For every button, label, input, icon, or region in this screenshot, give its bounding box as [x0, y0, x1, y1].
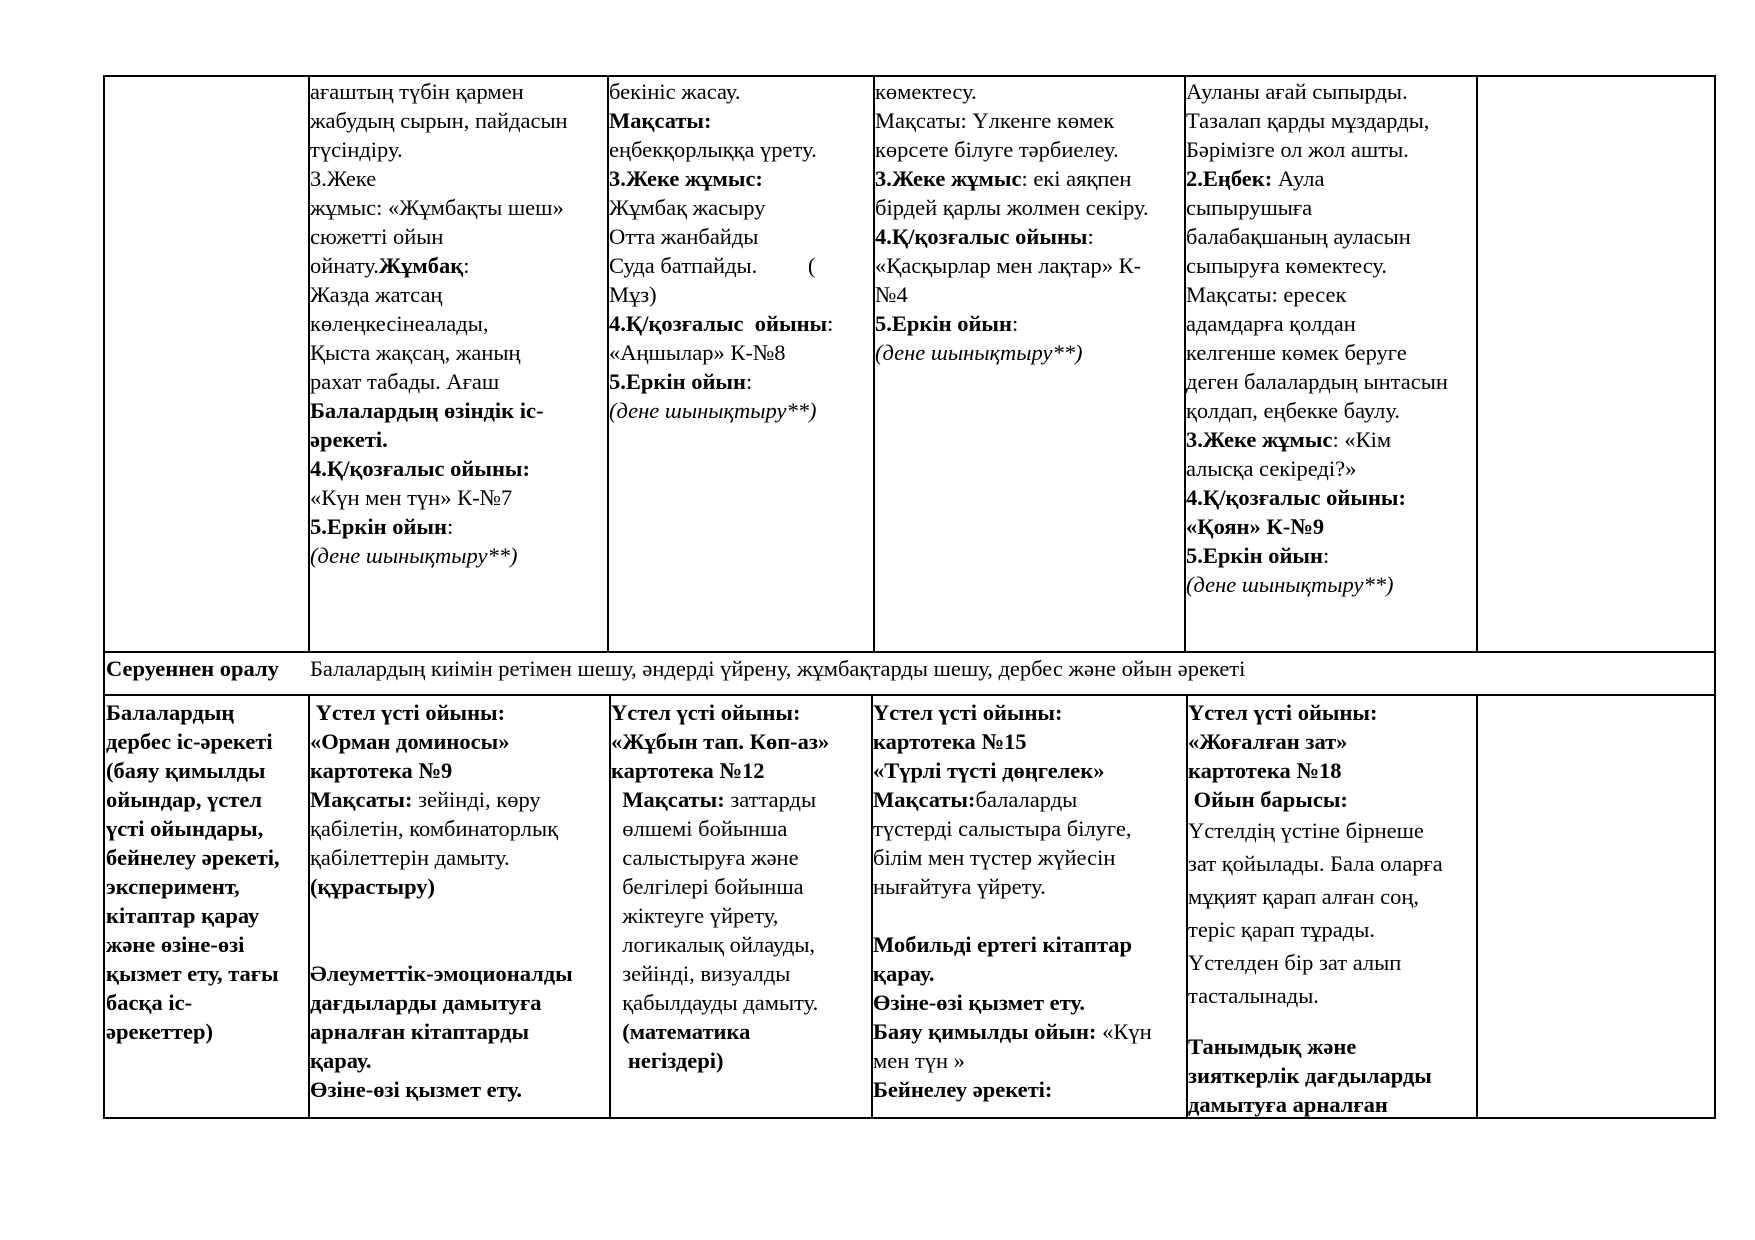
text-line: [310, 959, 608, 988]
text-line: [609, 135, 872, 164]
text-line: [310, 222, 606, 251]
text-run: түстерді салыстыра білуге,: [873, 816, 1132, 841]
text-line: [611, 698, 870, 727]
text-line: [609, 77, 872, 106]
text-run: :: [463, 253, 470, 278]
text-line: [310, 135, 606, 164]
text-line: [310, 901, 608, 930]
text-run: Отта жанбайды: [609, 224, 759, 249]
text-run: 2.Еңбек:: [1186, 166, 1273, 191]
text-line: [1186, 251, 1475, 280]
text-run: 5.Еркін ойын: [310, 514, 447, 539]
text-run: бейнелеу әрекеті,: [106, 845, 280, 870]
text-run: 3.Жеке жұмыс: [875, 166, 1022, 191]
text-run: Жазда жатсаң: [310, 282, 443, 307]
text-line: [873, 785, 1185, 814]
text-line: [873, 1046, 1185, 1075]
text-run: балабақшаның ауласын: [1186, 224, 1411, 249]
text-run: Жұмбақ: [378, 253, 464, 278]
text-line: [875, 251, 1183, 280]
text-run: (математика: [611, 1019, 751, 1044]
text-line: [106, 959, 306, 988]
row-divider: [103, 694, 1716, 696]
text-run: нығайтуға үйрету.: [873, 874, 1046, 899]
text-run: адамдарға қолдан: [1186, 311, 1356, 336]
text-line: [873, 1017, 1185, 1046]
text-run: сыпырушыға: [1186, 195, 1313, 220]
text-line: [310, 309, 606, 338]
text-line: [1186, 367, 1475, 396]
text-run: деген балалардың ынтасын: [1186, 369, 1448, 394]
text-run: Мақсаты:: [611, 787, 725, 812]
text-line: [106, 814, 306, 843]
text-run: «Күн: [1096, 1019, 1152, 1044]
row-divider: [103, 651, 1716, 653]
text-run: зияткерлік дағдыларды: [1188, 1063, 1432, 1088]
text-run: Бәрімізге ол жол ашты.: [1186, 137, 1409, 162]
text-line: [310, 396, 606, 425]
text-line: [875, 280, 1183, 309]
text-run: Үстел үсті ойыны:: [873, 700, 1063, 725]
text-line: [1186, 106, 1475, 135]
text-run: (баяу қимылды: [106, 758, 266, 783]
text-line: [873, 756, 1185, 785]
return-row-text: Балалардың киімін ретімен шешу, әндерді үйрену, жұмбақтарды шешу, дербес және ойын әрекеті: [310, 656, 1246, 681]
text-line: [310, 541, 606, 570]
text-run: Өзіне-өзі қызмет ету.: [310, 1077, 523, 1102]
text-run: эксперимент,: [106, 874, 240, 899]
text-line: [310, 512, 606, 541]
text-line: [1188, 1061, 1475, 1090]
text-run: :: [1011, 311, 1019, 336]
activity-row-label: [106, 698, 306, 1046]
text-line: [106, 727, 306, 756]
text-line: [873, 901, 1185, 930]
text-run: арналған кітаптарды: [310, 1019, 530, 1044]
text-line: [611, 901, 870, 930]
text-line: [310, 425, 606, 454]
return-row-label: Серуеннен оралу: [106, 656, 279, 681]
text-run: «Жұбын тап. Көп-аз»: [611, 729, 830, 754]
activity-cell-col4-skills: [1188, 1032, 1475, 1119]
text-line: [310, 727, 608, 756]
text-run: балаларды: [975, 787, 1078, 812]
text-run: Баяу қимылды ойын:: [873, 1019, 1097, 1044]
text-line: [106, 988, 306, 1017]
text-run: Үстел үсті ойыны:: [611, 700, 801, 725]
text-line: [609, 338, 872, 367]
text-line: [106, 843, 306, 872]
text-run: сюжетті ойын: [310, 224, 444, 249]
text-run: үсті ойындары,: [106, 816, 264, 841]
text-run: :: [827, 311, 834, 336]
text-line: [1188, 756, 1475, 785]
text-line: [873, 814, 1185, 843]
text-line: [611, 756, 870, 785]
text-run: Танымдық және: [1188, 1034, 1357, 1059]
text-run: :: [745, 369, 753, 394]
text-line: [873, 1075, 1185, 1104]
text-line: [609, 193, 872, 222]
text-run: мен түн »: [873, 1048, 965, 1073]
text-run: қарау.: [873, 961, 935, 986]
text-run: Үстелден бір зат алып: [1188, 950, 1402, 975]
text-line: [875, 135, 1183, 164]
text-run: «Жоғалған зат»: [1188, 729, 1348, 754]
text-run: 3.Жеке жұмыс: [1186, 427, 1333, 452]
text-line: [611, 930, 870, 959]
text-run: Өзіне-өзі қызмет ету.: [873, 990, 1086, 1015]
column-divider: [1476, 695, 1478, 1119]
text-line: [310, 77, 606, 106]
text-line: [611, 843, 870, 872]
text-run: Балалардың: [106, 700, 235, 725]
text-line: [310, 164, 606, 193]
text-run: (құрастыру): [310, 874, 436, 899]
text-line: [609, 367, 872, 396]
text-run: еңбекқорлыққа үрету.: [609, 137, 817, 162]
text-line: [310, 843, 608, 872]
text-run: білім мен түстер жүйесін: [873, 845, 1116, 870]
text-line: [310, 814, 608, 843]
text-line: [1186, 483, 1475, 512]
text-line: [875, 193, 1183, 222]
text-line: [875, 77, 1183, 106]
text-run: әрекеті.: [310, 427, 388, 452]
text-line: [1188, 880, 1475, 913]
text-run: жабудың сырын, пайдасын: [310, 108, 568, 133]
text-line: [1188, 698, 1475, 727]
text-line: [1188, 946, 1475, 979]
text-line: [1186, 164, 1475, 193]
text-run: қызмет ету, тағы: [106, 961, 279, 986]
text-run: Үстел үсті ойыны:: [1188, 700, 1378, 725]
text-run: Мақсаты:: [609, 108, 712, 133]
text-line: [609, 309, 872, 338]
text-line: [310, 1046, 608, 1075]
activity-cell-col2: [611, 698, 870, 1075]
text-run: заттарды: [724, 787, 817, 812]
activity-cell-col3: [873, 698, 1185, 1104]
text-line: [1186, 135, 1475, 164]
text-line: [106, 872, 306, 901]
text-line: [611, 988, 870, 1017]
text-run: келгенше көмек беруге: [1186, 340, 1407, 365]
text-line: [106, 901, 306, 930]
text-line: [1186, 570, 1475, 599]
text-line: [873, 959, 1185, 988]
text-line: [1186, 454, 1475, 483]
text-line: [1186, 425, 1475, 454]
text-run: Үстелдің үстіне бірнеше: [1188, 818, 1424, 843]
text-run: белгілері бойынша: [611, 874, 804, 899]
text-run: Бейнелеу әрекеті:: [873, 1077, 1053, 1102]
text-run: жіктеуге үйрету,: [611, 903, 779, 928]
text-line: [1186, 541, 1475, 570]
activity-cell-col4-heading: [1188, 698, 1475, 814]
text-run: «Қасқырлар мен лақтар» К-: [875, 253, 1142, 278]
text-run: ойнату.: [310, 253, 379, 278]
text-line: [106, 698, 306, 727]
text-run: Әлеуметтік-эмоционалды: [310, 961, 573, 986]
text-run: Суда батпайды. (: [609, 253, 816, 278]
text-run: ағаштың түбін қармен: [310, 79, 524, 104]
text-run: Ойын барысы:: [1188, 787, 1348, 812]
text-run: 4.Қ/қозғалыс ойыны:: [310, 456, 530, 481]
text-run: Мобильді ертегі кітаптар: [873, 932, 1133, 957]
text-line: [875, 106, 1183, 135]
text-run: «Орман доминосы»: [310, 729, 510, 754]
upper-cell-col3: [875, 77, 1183, 367]
text-run: 4.Қ/қозғалыс ойыны: [875, 224, 1088, 249]
upper-cell-col1: [310, 77, 606, 570]
text-run: (дене шынықтыру**): [875, 340, 1083, 365]
text-run: және өзіне-өзі: [106, 932, 245, 957]
activity-cell-col4-description: [1188, 814, 1475, 1012]
text-run: мұқият қарап алған соң,: [1188, 884, 1419, 909]
text-run: көлеңкесінеалады,: [310, 311, 489, 336]
text-run: алысқа секіреді?»: [1186, 456, 1357, 481]
column-divider: [1476, 75, 1478, 652]
text-line: [609, 222, 872, 251]
text-line: [310, 785, 608, 814]
text-run: «Түрлі түсті дөңгелек»: [873, 758, 1105, 783]
text-run: бірдей қарлы жолмен секіру.: [875, 195, 1149, 220]
activity-cell-col1: [310, 698, 608, 1104]
text-line: [310, 1075, 608, 1104]
text-run: :: [1322, 543, 1330, 568]
text-run: 5.Еркін ойын: [875, 311, 1012, 336]
text-line: [1186, 396, 1475, 425]
text-line: [1186, 338, 1475, 367]
text-line: [106, 756, 306, 785]
text-run: ойындар, үстел: [106, 787, 263, 812]
text-run: өлшемі бойынша: [611, 816, 788, 841]
text-line: [106, 930, 306, 959]
text-run: Үстел үсті ойыны:: [310, 700, 506, 725]
text-run: кітаптар қарау: [106, 903, 260, 928]
text-run: Тазалап қарды мұздарды,: [1186, 108, 1430, 133]
text-run: дағдыларды дамытуға: [310, 990, 542, 1015]
text-line: [609, 280, 872, 309]
text-run: жұмыс: «Жұмбақты шеш»: [310, 195, 564, 220]
text-run: Ауланы ағай сыпырды.: [1186, 79, 1408, 104]
text-run: №4: [875, 282, 908, 307]
text-line: [609, 164, 872, 193]
text-run: негіздері): [611, 1048, 724, 1073]
text-line: [1186, 512, 1475, 541]
text-line: [106, 1017, 306, 1046]
text-run: картотека №15: [873, 729, 1027, 754]
text-run: Жұмбақ жасыру: [609, 195, 766, 220]
text-run: Мақсаты: Үлкенге көмек: [875, 108, 1115, 133]
text-run: салыстыруға және: [611, 845, 799, 870]
text-run: картотека №12: [611, 758, 765, 783]
text-run: 5.Еркін ойын: [1186, 543, 1323, 568]
text-line: [310, 756, 608, 785]
text-run: : «Кім: [1332, 427, 1392, 452]
text-line: [1188, 1090, 1475, 1119]
text-run: көмектесу.: [875, 79, 977, 104]
text-run: көрсете білуге тәрбиелеу.: [875, 137, 1119, 162]
text-run: теріс қарап тұрады.: [1188, 917, 1375, 942]
text-line: [611, 1017, 870, 1046]
text-run: зейінді, көру: [412, 787, 541, 812]
text-line: [310, 280, 606, 309]
text-line: [310, 338, 606, 367]
text-line: [1188, 1032, 1475, 1061]
text-run: логикалық ойлауды,: [611, 932, 816, 957]
text-line: [310, 193, 606, 222]
text-line: [310, 698, 608, 727]
text-run: қолдап, еңбекке баулу.: [1186, 398, 1401, 423]
text-run: :: [1087, 224, 1094, 249]
text-run: : екі аяқпен: [1021, 166, 1132, 191]
text-run: Аула: [1272, 166, 1325, 191]
text-line: [609, 106, 872, 135]
text-line: [310, 1017, 608, 1046]
text-line: [1186, 309, 1475, 338]
text-run: Мұз): [609, 282, 657, 307]
text-run: тасталынады.: [1188, 983, 1319, 1008]
text-line: [310, 367, 606, 396]
text-line: [873, 698, 1185, 727]
text-line: [875, 309, 1183, 338]
text-run: басқа іс-: [106, 990, 193, 1015]
text-run: қарау.: [310, 1048, 372, 1073]
text-line: [873, 872, 1185, 901]
text-line: [1186, 193, 1475, 222]
text-run: Қыста жақсаң, жаның: [310, 340, 521, 365]
text-line: [609, 251, 872, 280]
text-run: 5.Еркін ойын: [609, 369, 746, 394]
text-line: [875, 222, 1183, 251]
text-line: [1186, 77, 1475, 106]
table-border-right: [1714, 75, 1716, 1119]
text-line: [873, 843, 1185, 872]
text-line: [310, 988, 608, 1017]
text-line: [1186, 280, 1475, 309]
text-line: [875, 338, 1183, 367]
text-run: түсіндіру.: [310, 137, 403, 162]
text-line: [611, 1046, 870, 1075]
text-run: картотека №18: [1188, 758, 1342, 783]
text-line: [310, 483, 606, 512]
text-line: [310, 930, 608, 959]
text-run: Мақсаты: ересек: [1186, 282, 1347, 307]
text-line: [611, 727, 870, 756]
text-run: (дене шынықтыру**): [609, 398, 817, 423]
text-line: [310, 872, 608, 901]
text-run: бекініс жасау.: [609, 79, 741, 104]
text-line: [1188, 814, 1475, 847]
text-run: дербес іс-әрекеті: [106, 729, 273, 754]
text-run: «Қоян» К-№9: [1186, 514, 1325, 539]
text-run: :: [446, 514, 454, 539]
text-line: [310, 251, 606, 280]
text-run: рахат табады. Ағаш: [310, 369, 500, 394]
text-run: сыпыруға көмектесу.: [1186, 253, 1388, 278]
text-line: [310, 106, 606, 135]
text-line: [1188, 847, 1475, 880]
text-line: [609, 396, 872, 425]
text-run: Балалардың өзіндік іс-: [310, 398, 544, 423]
text-run: «Күн мен түн» К-№7: [310, 485, 513, 510]
text-run: 4.Қ/қозғалыс ойыны:: [1186, 485, 1406, 510]
text-line: [611, 872, 870, 901]
text-run: «Аңшылар» К-№8: [609, 340, 786, 365]
text-run: дамытуға арналған: [1188, 1092, 1388, 1117]
text-line: [611, 785, 870, 814]
text-run: Мақсаты:: [310, 787, 413, 812]
text-line: [1188, 979, 1475, 1012]
text-line: [1188, 913, 1475, 946]
text-run: зат қойылады. Бала оларға: [1188, 851, 1443, 876]
text-run: (дене шынықтыру**): [310, 543, 518, 568]
text-line: [873, 988, 1185, 1017]
table-border-left: [103, 75, 105, 1119]
text-run: 3.Жеке жұмыс:: [609, 166, 763, 191]
text-line: [106, 785, 306, 814]
text-line: [1188, 785, 1475, 814]
text-line: [611, 814, 870, 843]
text-line: [611, 959, 870, 988]
text-line: [873, 930, 1185, 959]
text-run: қабылдауды дамыту.: [611, 990, 819, 1015]
text-run: Мақсаты:: [873, 787, 976, 812]
text-line: [1186, 222, 1475, 251]
text-run: әрекеттер): [106, 1019, 213, 1044]
text-run: картотека №9: [310, 758, 453, 783]
text-line: [875, 164, 1183, 193]
text-line: [873, 727, 1185, 756]
upper-cell-col4: [1186, 77, 1475, 599]
text-run: қабілеттерін дамыту.: [310, 845, 510, 870]
text-line: [1188, 727, 1475, 756]
upper-cell-col2: [609, 77, 872, 425]
text-line: [310, 454, 606, 483]
text-run: (дене шынықтыру**): [1186, 572, 1394, 597]
text-run: 3.Жеке: [310, 166, 377, 191]
text-run: 4.Қ/қозғалыс ойыны: [609, 311, 828, 336]
text-run: зейінді, визуалды: [611, 961, 791, 986]
text-run: қабілетін, комбинаторлық: [310, 816, 559, 841]
